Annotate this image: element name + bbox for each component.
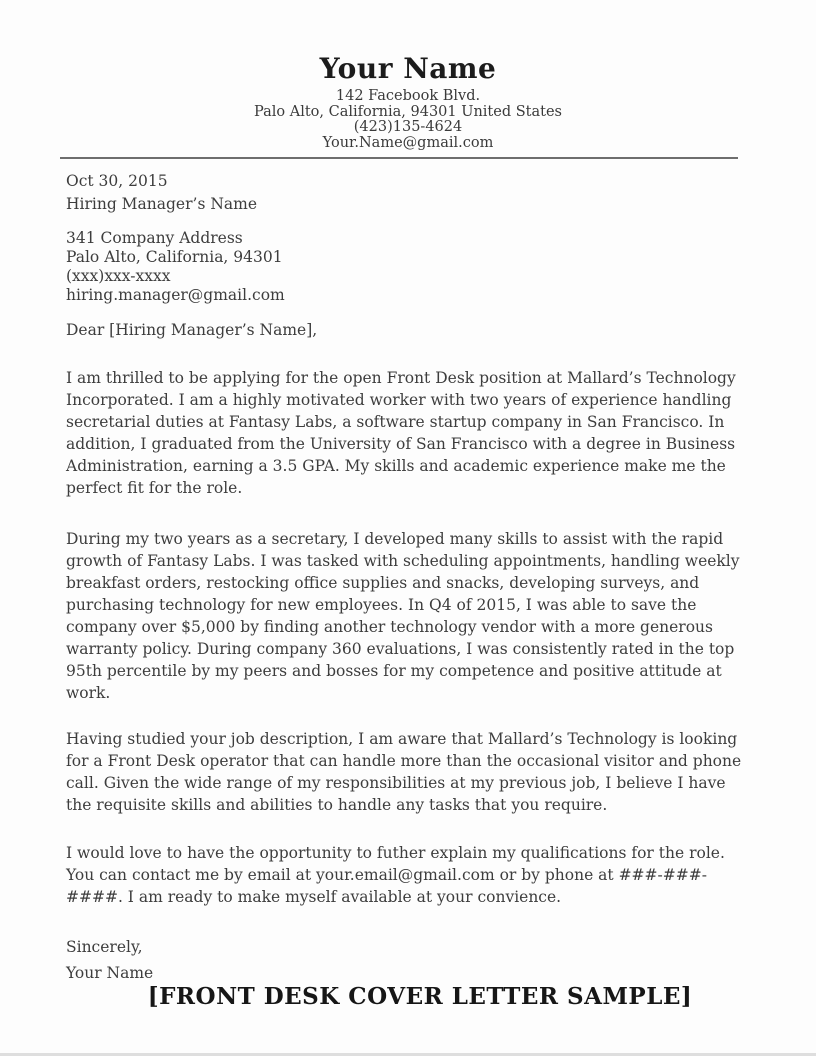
recipient-email: hiring.manager@gmail.com — [66, 286, 285, 304]
recipient-city-line: Palo Alto, California, 94301 — [66, 248, 283, 266]
closing: Sincerely, — [66, 938, 143, 956]
recipient-street: 341 Company Address — [66, 229, 243, 247]
sample-caption: [FRONT DESK COVER LETTER SAMPLE] — [147, 983, 693, 1010]
salutation: Dear [Hiring Manager’s Name], — [66, 321, 318, 339]
letter-header — [0, 0, 816, 151]
sender-phone: (423)135-4624 — [353, 119, 463, 135]
recipient-address-block — [66, 229, 742, 305]
letter-paragraph: Having studied your job description, I am aware that Mallard’s Technology is looking for a Front Desk operator that can handle more than the occasional visitor and phone call. Given the wide range of my responsibilities at my previous job, I believe I have the requisite skills and abilities to handle any tasks that you require. — [66, 730, 742, 814]
recipient-name: Hiring Manager’s Name — [66, 195, 257, 213]
letter-date: Oct 30, 2015 — [66, 172, 168, 190]
sender-street: 142 Facebook Blvd. — [335, 88, 481, 104]
recipient-phone: (xxx)xxx-xxxx — [66, 267, 171, 285]
sender-email: Your.Name@gmail.com — [322, 134, 494, 151]
letter-paragraph: During my two years as a secretary, I developed many skills to assist with the rapid growth of Fantasy Labs. I was tasked with scheduling appointments, handling weekly breakfast orders, restocking office supplies and snacks, developing surveys, and purchasing technology for new employees. In Q4 of 2015, I was able to save the company over $5,000 by finding another technology vendor with a more generous warranty policy. During company 360 evaluations, I was consistently rated in the top 95th percentile by my peers and bosses for my competence and positive attitude at work. — [66, 530, 740, 702]
header-divider — [60, 157, 738, 159]
signature-name: Your Name — [66, 964, 154, 982]
letter-paragraph: I would love to have the opportunity to futher explain my qualifications for the role. You can contact me by email at your.email@gmail.com or by phone at ###-###-####. I am ready to make myself available at your convience. — [66, 844, 725, 906]
letter-paragraph: I am thrilled to be applying for the open Front Desk position at Mallard’s Technology Incorporated. I am a highly motivated worker with two years of experience handling secretarial duties at Fantasy Labs, a software startup company in San Francisco. In addition, I graduated from the University of San Francisco with a degree in Business Administration, earning a 3.5 GPA. My skills and academic experience make me the perfect fit for the role. — [66, 369, 736, 497]
sender-name: Your Name — [319, 52, 497, 85]
sender-city-line: Palo Alto, California, 94301 United States — [254, 103, 562, 120]
letter-body — [66, 170, 742, 984]
